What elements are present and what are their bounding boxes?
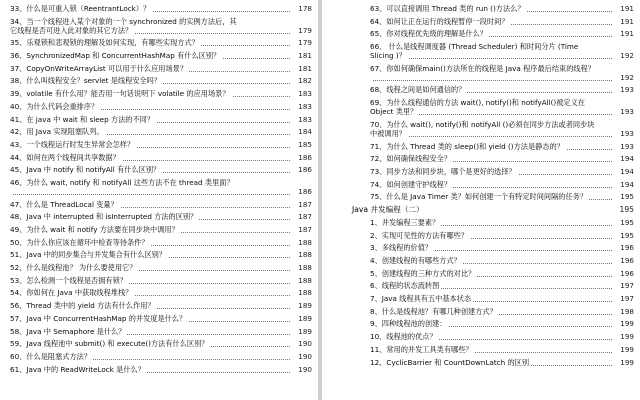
toc-entry[interactable]: [10, 115, 312, 124]
toc-entry-title: 44、如何在两个线程间共享数据？: [10, 152, 120, 162]
toc-entry[interactable]: [370, 281, 634, 290]
toc-entry[interactable]: [10, 352, 312, 361]
toc-entry-title: 53、怎么检测一个线程是否拥有锁？: [10, 275, 127, 285]
toc-page-number: 190: [298, 364, 312, 374]
toc-entry-title: 67、你如何确保main()方法所在的线程是 Java 程序最后结束的线程？: [370, 64, 634, 73]
toc-entry[interactable]: [370, 218, 634, 227]
dot-leader: [10, 194, 290, 195]
toc-entry[interactable]: [370, 64, 634, 82]
toc-entry[interactable]: [10, 339, 312, 348]
toc-entry[interactable]: [10, 225, 312, 234]
toc-entry-title: 70、为什么 wait(), notify()和 notifyAll ()必须在同步方法或者同步块: [370, 120, 634, 129]
toc-entry-title: 74、如何创建守护线程？: [370, 179, 452, 189]
toc-entry[interactable]: [370, 42, 634, 60]
toc-page-number: 186: [298, 152, 312, 162]
toc-entry[interactable]: [370, 294, 634, 303]
toc-entry-title: 60、什么是阻塞式方法？: [10, 351, 92, 361]
toc-page-number: 193: [620, 107, 634, 117]
toc-entry[interactable]: [370, 29, 634, 38]
toc-entry-title: 58、Java 中 Semaphore 是什么？: [10, 326, 126, 336]
left-page[interactable]: [0, 0, 318, 400]
toc-page-number: 187: [298, 199, 312, 209]
toc-entry-title-continued: 中被调用？: [370, 128, 406, 138]
toc-page-number: 190: [298, 339, 312, 349]
toc-page-number: 188: [298, 250, 312, 260]
toc-entry-title-continued: Object 类里？: [370, 107, 418, 117]
toc-page-number: 193: [620, 128, 634, 138]
toc-entry-title: 39、volatile 有什么用？能否用一句话说明下 volatile 的应用场景？: [10, 89, 230, 99]
toc-entry[interactable]: [370, 345, 634, 354]
toc-page-number: 185: [298, 139, 312, 149]
toc-page-number: 188: [298, 237, 312, 247]
toc-entry[interactable]: [370, 154, 634, 163]
toc-entry-title: 75、什么是 Java Timer 类？如何创建一个有特定时间间隔的任务？: [370, 192, 588, 202]
toc-page-number: 198: [620, 306, 634, 316]
toc-entry-title: 59、Java 线程池中 submit() 和 execute()方法有什么区别？: [10, 339, 209, 349]
toc-entry[interactable]: [10, 288, 312, 297]
toc-entry[interactable]: [10, 64, 312, 73]
toc-entry-title: 40、为什么代码会重排序？: [10, 101, 99, 111]
toc-entry-title: 42、用 Java 实现阻塞队列。: [10, 127, 104, 137]
toc-entry[interactable]: [370, 269, 634, 278]
toc-entry-title: 33、什么是可重入锁（ReentrantLock）？: [10, 4, 151, 13]
toc-page-number: 194: [620, 166, 634, 176]
toc-entry-title: 10、线程池的优点？: [370, 332, 437, 342]
toc-entry[interactable]: [10, 76, 312, 85]
toc-entry-title: 38、什么叫线程安全？servlet 是线程安全吗？: [10, 76, 162, 86]
toc-entry-title: 66、 什么是线程调度器 (Thread Scheduler) 和时间分片 (Time: [370, 42, 634, 51]
toc-entry[interactable]: [10, 51, 312, 60]
toc-page-number: 191: [620, 29, 634, 39]
toc-list-left: [0, 4, 318, 377]
dot-leader: [370, 80, 612, 81]
toc-entry[interactable]: [10, 212, 312, 221]
toc-entry[interactable]: [10, 178, 312, 196]
toc-entry-title: 54、你如何在 Java 中获取线程堆栈？: [10, 288, 133, 298]
toc-page-number: 190: [298, 351, 312, 361]
toc-entry-title: 1、并发编程三要素？: [370, 217, 440, 227]
toc-page-number: 194: [620, 179, 634, 189]
toc-entry-title: 8、什么是线程池？有哪几种创建方式？: [370, 306, 497, 316]
toc-page-number: 188: [298, 288, 312, 298]
toc-entry[interactable]: [10, 140, 312, 149]
toc-page-number: 196: [620, 243, 634, 253]
toc-page-number: 199: [620, 332, 634, 342]
toc-page-number: 199: [620, 344, 634, 354]
toc-entry[interactable]: [10, 102, 312, 111]
toc-entry-title: 35、乐观锁和悲观锁的理解及如何实现，有哪些实现方式？: [10, 38, 199, 48]
toc-entry-title: 36、SynchronizedMap 和 ConcurrentHashMap 有什么区别？: [10, 51, 221, 61]
toc-page-number: 193: [620, 85, 634, 95]
toc-entry[interactable]: [10, 165, 312, 174]
toc-entry-title-continued: [10, 187, 12, 196]
toc-page-number: 188: [298, 275, 312, 285]
toc-page-number: 189: [298, 326, 312, 336]
toc-page-number: 195: [620, 230, 634, 240]
toc-entry-title: 48、Java 中 interrupted 和 isInterrupted 方法的区别？: [10, 212, 198, 222]
toc-entry[interactable]: [370, 358, 634, 367]
section-page-number: 195: [619, 204, 634, 214]
toc-list-right: [322, 4, 640, 370]
toc-entry[interactable]: [10, 89, 312, 98]
toc-page-number: 179: [298, 25, 312, 35]
toc-entry[interactable]: [10, 263, 312, 272]
toc-entry[interactable]: [10, 38, 312, 47]
toc-page-number: 182: [298, 76, 312, 86]
toc-entry[interactable]: [370, 120, 634, 138]
toc-page-number: 181: [298, 63, 312, 73]
toc-entry[interactable]: [10, 200, 312, 209]
toc-page-number: 196: [620, 268, 634, 278]
toc-page-number: 192: [620, 51, 634, 61]
toc-entry-title: 61、Java 中的 ReadWriteLock 是什么？: [10, 364, 145, 374]
toc-page-number: 192: [620, 72, 634, 82]
toc-entry[interactable]: [370, 319, 634, 328]
toc-entry-title: 49、为什么 wait 和 notify 方法要在同步块中调用？: [10, 225, 179, 234]
toc-entry[interactable]: [10, 127, 312, 136]
toc-entry[interactable]: [10, 365, 312, 374]
toc-page-number: 183: [298, 89, 312, 99]
toc-entry[interactable]: [10, 238, 312, 247]
toc-entry[interactable]: [370, 243, 634, 252]
toc-entry[interactable]: [370, 17, 634, 26]
toc-entry-title: 34、当一个线程进入某个对象的一个 synchronized 的实例方法后，其: [10, 17, 312, 26]
toc-entry[interactable]: [370, 307, 634, 316]
toc-entry-title: 4、创建线程的有哪些方式？: [370, 256, 461, 265]
toc-entry[interactable]: [370, 167, 634, 176]
toc-page-number: 193: [620, 141, 634, 151]
toc-entry[interactable]: [10, 153, 312, 162]
toc-page-number: 197: [620, 294, 634, 304]
toc-entry-title: 43、一个线程运行时发生异常会怎样？: [10, 139, 135, 149]
toc-entry-title: 2、实现可见性的方法有哪些？: [370, 230, 469, 240]
toc-page-number: 187: [298, 225, 312, 234]
toc-entry[interactable]: [10, 276, 312, 285]
right-page[interactable]: [322, 0, 640, 400]
toc-entry[interactable]: [10, 250, 312, 259]
toc-page-number: 184: [298, 127, 312, 137]
toc-page-number: 188: [298, 263, 312, 273]
toc-page-number: 195: [620, 217, 634, 227]
toc-entry-title: 68、线程之间是如何通信的？: [370, 85, 466, 95]
toc-entry-title: 47、什么是 ThreadLocal 变量？: [10, 199, 118, 209]
toc-page-number: 199: [620, 319, 634, 329]
toc-page-number: 186: [298, 186, 312, 196]
toc-entry-title: 41、在 java 中 wait 和 sleep 方法的不同？: [10, 114, 155, 124]
toc-page-number: 183: [298, 101, 312, 111]
toc-entry-title: 37、CopyOnWriteArrayList 可以用于什么应用场景？: [10, 63, 188, 73]
toc-entry[interactable]: [10, 327, 312, 336]
toc-entry-title: 65、你对线程优先级的理解是什么？: [370, 29, 487, 39]
toc-entry[interactable]: [370, 231, 634, 240]
toc-entry[interactable]: [370, 98, 634, 116]
toc-page-number: 199: [620, 357, 634, 367]
toc-entry-title: 69、为什么线程通信的方法 wait(), notify()和 notifyAll()被定义在: [370, 98, 634, 107]
toc-page-number: 186: [298, 165, 312, 175]
toc-entry-title-continued: 它线程是否可进入此对象的其它方法？: [10, 25, 133, 35]
toc-page-number: 195: [620, 192, 634, 202]
toc-page-number: 179: [298, 38, 312, 48]
toc-entry[interactable]: [370, 332, 634, 341]
toc-page-number: 196: [620, 256, 634, 265]
toc-entry-title-continued: [370, 73, 372, 82]
toc-entry-title: 9、四种线程池的创建：: [370, 319, 447, 329]
toc-entry-title: 50、为什么你应该在循环中检查等待条件？: [10, 237, 149, 247]
toc-entry-title: 52、什么是线程池？ 为什么要使用它？: [10, 263, 137, 273]
toc-page-number: 191: [620, 16, 634, 26]
toc-entry-title: 3、多线程的价值？: [370, 243, 433, 253]
toc-entry[interactable]: [370, 180, 634, 189]
toc-entry-title: 11、常用的并发工具类有哪些？: [370, 344, 473, 354]
toc-entry[interactable]: [370, 142, 634, 151]
toc-entry-title: 72、如何确保线程安全？: [370, 154, 452, 164]
toc-page-number: 181: [298, 51, 312, 61]
toc-entry-title: 51、Java 中的同步集合与并发集合有什么区别？: [10, 250, 166, 260]
toc-entry[interactable]: [370, 4, 634, 13]
toc-entry[interactable]: [10, 17, 312, 35]
toc-section-heading[interactable]: [352, 205, 634, 214]
toc-page-number: 187: [298, 212, 312, 222]
toc-entry-title: 45、Java 中 notify 和 notifyAll 有什么区别？: [10, 165, 161, 175]
toc-page-number: 194: [620, 154, 634, 164]
toc-entry-title: 12、CyclicBarrier 和 CountDownLatch 的区别: [370, 357, 530, 367]
toc-entry-title: 6、线程的状态流转图: [370, 281, 440, 291]
toc-entry-title: 73、同步方法和同步块，哪个是更好的选择？: [370, 166, 516, 176]
toc-entry[interactable]: [370, 256, 634, 265]
toc-entry[interactable]: [10, 301, 312, 310]
toc-entry-title-continued: Slicing )？: [370, 51, 406, 61]
toc-entry-title: 71、为什么 Thread 类的 sleep()和 yield ()方法是静态的？: [370, 141, 564, 151]
toc-entry[interactable]: [370, 85, 634, 94]
toc-page-number: 189: [298, 313, 312, 323]
toc-page-number: 189: [298, 301, 312, 311]
toc-entry[interactable]: [370, 192, 634, 201]
section-label: Java 并发编程（二）: [352, 204, 424, 214]
toc-page-number: 178: [298, 4, 312, 13]
toc-page-number: 191: [620, 4, 634, 13]
toc-entry-title: 5、创建线程的三种方式的对比？: [370, 268, 476, 278]
toc-page-number: 197: [620, 281, 634, 291]
toc-entry-title: 63、可以直接调用 Thread 类的 run ()方法么？: [370, 4, 525, 13]
toc-entry[interactable]: [10, 4, 312, 13]
toc-entry-title: 46、为什么 wait, notify 和 notifyAll 这些方法不在 thread 类里面？: [10, 178, 312, 187]
toc-entry-title: 57、Java 中 ConcurrentHashMap 的并发度是什么？: [10, 313, 187, 323]
toc-entry-title: 56、Thread 类中的 yield 方法有什么作用？: [10, 301, 155, 311]
toc-entry-title: 64、如何让正在运行的线程暂停一段时间？: [370, 16, 509, 26]
toc-entry-title: 7、Java 线程具有五中基本状态: [370, 294, 472, 304]
toc-entry[interactable]: [10, 314, 312, 323]
toc-page-number: 183: [298, 114, 312, 124]
